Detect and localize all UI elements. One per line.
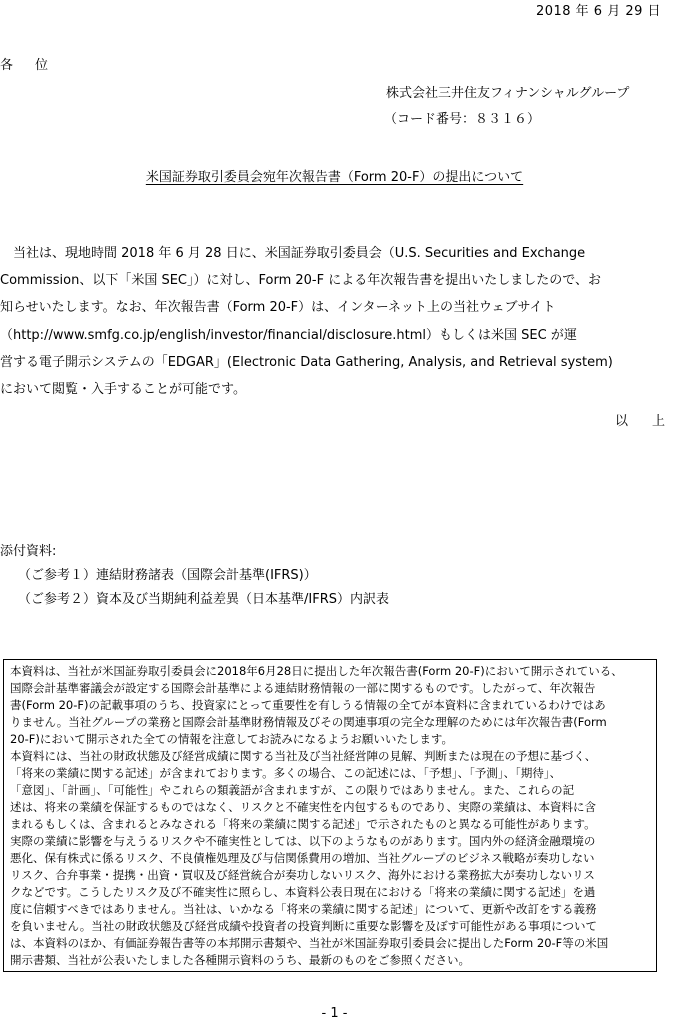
disclaimer-line: を負いません。当社の財政状態及び経営成績や投資者の投資判断に重要な影響を及ぼす可能性がある事項について xyxy=(10,919,597,933)
disclaimer-box xyxy=(3,659,657,972)
disclaimer-line: クなどです。こうしたリスク及び不確実性に照らし、本資料公表日現在における「将来の業績に関する記述」を過 xyxy=(10,885,596,899)
disclaimer-line: 「意図」、「計画」、「可能性」やこれらの類義語が含まれますが、この限りではありません。また、これらの記 xyxy=(10,783,575,797)
issuer-stock-code: （コード番号：８３１６） xyxy=(384,112,541,127)
announcement-body xyxy=(0,240,669,403)
disclaimer-line: 開示書類、当社が公表いたしました各種開示資料のうち、最新のものをご参照ください。 xyxy=(10,953,470,967)
body-line: （http://www.smfg.co.jp/english/investor/financial/disclosure.html）もしくは米国 SEC が運 xyxy=(0,327,577,343)
disclaimer-line: 国際会計基準審議会が設定する国際会計基準による連結財務情報の一部に関するものです。したがって、年次報告 xyxy=(10,681,596,695)
disclaimer-line: 「将来の業績に関する記述」が含まれております。多くの場合、この記述には、「予想」、「予測」、「期待」、 xyxy=(10,766,562,780)
attachment-item: （ご参考２）資本及び当期純利益差異（日本基準/IFRS）内訳表 xyxy=(18,592,389,607)
document-title xyxy=(0,166,669,185)
body-line: Commission、以下「米国 SEC」）に対し、Form 20-F による年次報告書を提出いたしましたので、お xyxy=(0,273,601,289)
disclaimer-line: 書(Form 20-F)の記載事項のうち、投資家にとって重要性を有しうる情報の全てが本資料に含まれているわけではあ xyxy=(10,698,606,712)
body-line: 知らせいたします。なお、年次報告書（Form 20-F）は、インターネット上の当社ウェブサイト xyxy=(0,300,556,316)
attachments-heading: 添付資料: xyxy=(0,544,57,559)
disclaimer-line: 実際の業績に影響を与えうるリスクや不確実性としては、以下のようなものがあります。国内外の経済金融環境の xyxy=(10,834,596,848)
document-date: 2018 年 6 月 29 日 xyxy=(535,4,661,19)
addressee: 各位 xyxy=(0,58,71,73)
page-number: - 1 - xyxy=(321,1006,348,1021)
disclaimer-line: リスク、合弁事業・提携・出資・買収及び経営統合が奏功しないリスク、海外における業務拡大が奏功しないリス xyxy=(10,868,595,882)
closing-mark: 以上 xyxy=(614,414,689,429)
attachments-list xyxy=(18,564,389,612)
attachment-item: （ご参考１）連結財務諸表（国際会計基準(IFRS)） xyxy=(18,568,317,583)
disclaimer-line: 本資料には、当社の財政状態及び経営成績に関する当社及び当社経営陣の見解、判断または現在の予想に基づく、 xyxy=(10,749,597,763)
body-line: 営する電子開示システムの「EDGAR」(Electronic Data Gathering, Analysis, and Retrieval system) xyxy=(0,354,613,370)
disclaimer-line: 度に信頼すべきではありません。当社は、いかなる「将来の業績に関する記述」について、更新や改訂をする義務 xyxy=(10,902,597,916)
disclaimer-line: 述は、将来の業績を保証するものではなく、リスクと不確実性を内包するものであり、実際の業績は、本資料に含 xyxy=(10,800,597,814)
disclaimer-line: りません。当社グループの業務と国際会計基準財務情報及びその関連事項の完全な理解のためには年次報告書(Form xyxy=(10,715,607,729)
body-line: 当社は、現地時間 2018 年 6 月 28 日に、米国証券取引委員会（U.S. Securities and Exchange xyxy=(0,246,586,261)
issuer-company-name: 株式会社三井住友フィナンシャルグループ xyxy=(386,86,630,101)
disclaimer-line: 悪化、保有株式に係るリスク、不良債権処理及び与信関係費用の増加、当社グループのビジネス戦略が奏功しない xyxy=(10,851,595,865)
disclaimer-line: は、本資料のほか、有価証券報告書等の本邦開示書類や、当社が米国証券取引委員会に提出したForm 20-F等の米国 xyxy=(10,936,609,950)
disclaimer-line: 20-F)において開示された全ての情報を注意してお読みになるようお願いいたします。 xyxy=(10,732,453,746)
body-line: において閲覧・入手することが可能です。 xyxy=(0,382,246,398)
document-title-text: 米国証券取引委員会宛年次報告書（Form 20-F）の提出について xyxy=(145,170,524,185)
disclaimer-line: 本資料は、当社が米国証券取引委員会に2018年6月28日に提出した年次報告書(Form 20-F)において開示されている、 xyxy=(10,664,623,678)
disclaimer-line: まれるもしくは、含まれるとみなされる「将来の業績に関する記述」で示されたものと異なる可能性があります。 xyxy=(10,817,596,831)
